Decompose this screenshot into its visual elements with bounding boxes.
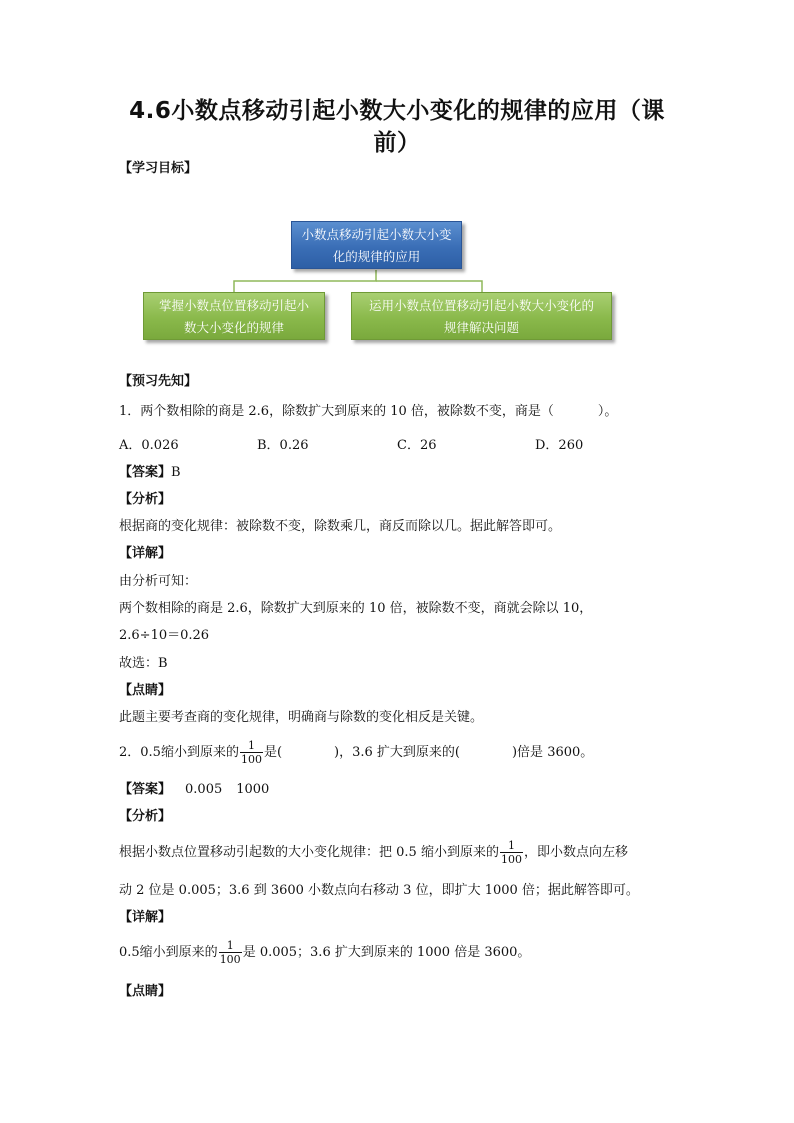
q2-stem-part-c: )，3.6 扩大到原来的( [334, 745, 460, 760]
q1-point-label: 【点睛】 [119, 683, 172, 698]
q2-point-label: 【点睛】 [119, 984, 172, 999]
q2-answer [119, 781, 269, 799]
q2-detail-label: 【详解】 [119, 910, 172, 925]
q1-answer-label: 【答案】 [119, 465, 172, 480]
q2-detail-text-b: 是 0.005；3.6 扩大到原来的 1000 倍是 3600。 [242, 945, 531, 960]
title-line-2: 前） [373, 130, 421, 156]
q1-detail-line-1: 由分析可知： [119, 574, 198, 589]
q1-detail-line-4: 故选：B [119, 656, 168, 671]
section-preview: 【预习先知】 [119, 374, 198, 389]
q2-answer-2: 1000 [236, 782, 270, 797]
root-node-line-1: 小数点移动引起小数大小变 [301, 227, 452, 242]
q2-detail-fraction [219, 939, 242, 966]
q2-fraction-denominator: 100 [240, 753, 262, 766]
diagram-left-node [143, 292, 325, 340]
q2-analysis-text-a: 根据小数点位置移动引起数的大小变化规律：把 0.5 缩小到原来的 [119, 845, 499, 860]
q2-analysis-line-2: 动 2 位是 0.005；3.6 到 3600 小数点向右移动 3 位，即扩大 1000 倍；据此解答即可。 [119, 883, 639, 898]
q2-stem-part-d: )倍是 3600。 [511, 745, 594, 760]
q1-stem-end: ）。 [597, 404, 618, 419]
q2-detail-fraction-numerator: 1 [219, 939, 242, 953]
q1-detail-label: 【详解】 [119, 546, 172, 561]
q1-option-d: D．260 [535, 438, 584, 453]
q2-analysis-text-b: ，即小数点向左移 [523, 845, 628, 860]
q2-analysis-line-1 [119, 838, 628, 868]
connector-left [234, 270, 376, 292]
q1-option-b: B．0.26 [257, 438, 309, 453]
right-node-line-1: 运用小数点位置移动引起小数大小变化的 [368, 298, 594, 313]
root-node-line-2: 化的规律的应用 [332, 249, 421, 264]
q1-detail-line-2: 两个数相除的商是 2.6，除数扩大到原来的 10 倍，被除数不变，商就会除以 10， [119, 601, 593, 616]
title-line-1: 4.6小数点移动引起小数大小变化的规律的应用（课 [129, 98, 665, 124]
page-title [110, 95, 684, 159]
q2-stem-part-b: 是( [263, 745, 283, 760]
section-learning-goals: 【学习目标】 [119, 161, 198, 176]
right-node-line-2: 规律解决问题 [443, 320, 519, 335]
left-node-line-1: 掌握小数点位置移动引起小 [158, 298, 309, 313]
q1-option-a: A．0.026 [119, 438, 179, 453]
q1-stem-text: 1．两个数相除的商是 2.6，除数扩大到原来的 10 倍，被除数不变，商是（ [119, 404, 554, 419]
q2-answer-label: 【答案】 [119, 782, 172, 797]
q1-point-text: 此题主要考查商的变化规律，明确商与除数的变化相反是关键。 [119, 710, 484, 725]
left-node-line-2: 数大小变化的规律 [183, 320, 284, 335]
diagram-root-node [291, 221, 462, 269]
q1-answer [119, 464, 181, 482]
q2-detail-text-a: 0.5缩小到原来的 [119, 945, 218, 960]
q2-analysis-fraction [500, 839, 523, 866]
q2-detail-line [119, 938, 530, 968]
q1-stem [119, 403, 617, 421]
q1-analysis-text: 根据商的变化规律：被除数不变，除数乘几，商反而除以几。据此解答即可。 [119, 519, 562, 534]
q1-analysis-label: 【分析】 [119, 492, 172, 507]
q2-stem [119, 738, 593, 768]
q1-answer-value: B [171, 465, 181, 480]
q2-analysis-label: 【分析】 [119, 809, 172, 824]
q2-fraction [240, 739, 263, 766]
q2-analysis-fraction-denominator: 100 [500, 853, 522, 866]
q2-stem-text: 2．0.5缩小到原来的 [119, 745, 239, 760]
diagram-right-node [351, 292, 612, 340]
q2-fraction-numerator: 1 [240, 739, 263, 753]
connector-right [376, 281, 482, 292]
q2-analysis-fraction-numerator: 1 [500, 839, 523, 853]
q2-answer-1: 0.005 [185, 782, 223, 797]
q1-option-c: C．26 [397, 438, 437, 453]
q2-detail-fraction-denominator: 100 [219, 953, 241, 966]
q1-detail-line-3: 2.6÷10＝0.26 [119, 628, 210, 643]
